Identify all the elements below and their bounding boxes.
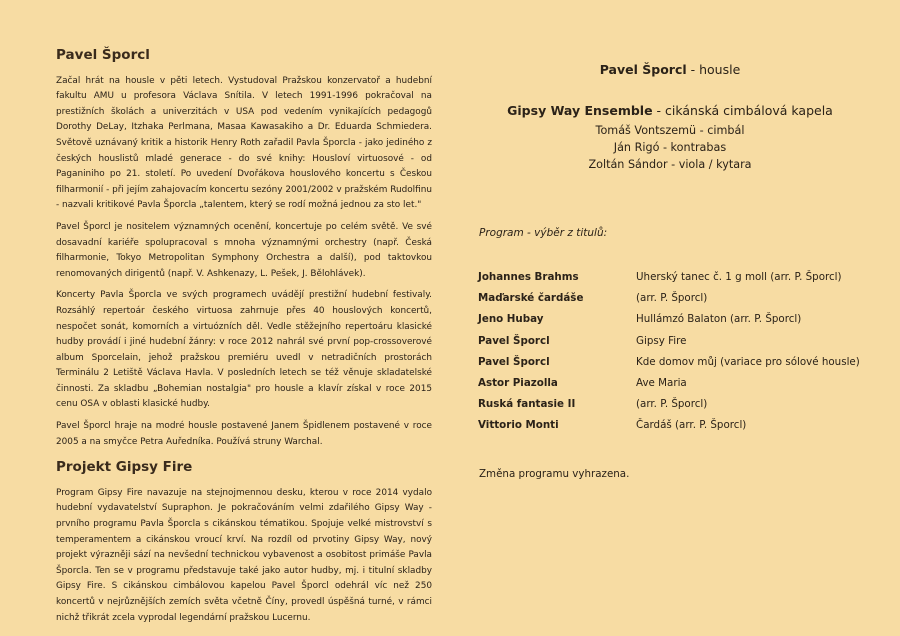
program-row [475, 313, 865, 334]
program-piece: (arr. P. Šporcl) [636, 292, 708, 305]
program-piece: Hullámzó Balaton (arr. P. Šporcl) [636, 313, 802, 326]
program-piece: Uherský tanec č. 1 g moll (arr. P. Šporcl) [636, 271, 842, 283]
program-piece: Čardáš (arr. P. Šporcl) [636, 419, 747, 432]
project-title: Projekt Gipsy Fire [56, 459, 193, 476]
bio-paragraph-1: Začal hrát na housle v pěti letech. Vystudoval Pražskou konzervatoř a hudební fakultu AMU u profesora Václava Snítila. V letech 1991-1996 pokračoval na prestižních školách a univerzitách v USA pod vedením vynikajících pedagogů Dorothy DeLay, Itzhaka Perlmana, Masaa Kawasakiho a Dr. Eduarda Schmiedera. Světově uznávaný kritik a historik Henry Roth zařadil Pavla Šporcla - jako jediného z českých houslistů mladé generace - do své knihy: Housloví virtuosové - od Paganiniho po 21. století. Po uvedení Dvořákova houslového koncertu s Českou filharmonií - při jejím zahajovacím koncertu sezóny 2001/2002 v pražském Rudolfinu - nazvali kritikové Pavla Šporcla „talentem, který se rodí možná jednou za sto let." [56, 75, 432, 211]
program-piece: Ave Maria [636, 376, 687, 389]
bio-paragraph-3: Koncerty Pavla Šporcla ve svých programech uvádějí prestižní hudební festivaly. Rozsáhlý repertoár českého virtuosa zahrnuje přes 40 houslových koncertů, nespočet sonát, komorních a virtuózních děl. Vedle stěžejního repertoáru klasické hudby provádí i jiné hudební žánry: v roce 2012 nahrál své první pop-crossoverové album Sporcelain, jehož pražskou premiéru uvedl v netradičních prostorách Terminálu 2 Letiště Václava Havla. V posledních letech se též věnuje skladatelské činnosti. Za skladbu „Bohemian nostalgia" pro housle a klavír získal v roce 2015 cenu OSA v oblasti klasické hudby. [56, 290, 432, 410]
performer-line [475, 62, 865, 77]
left-page [56, 48, 432, 632]
bio-paragraph-2: Pavel Šporcl je nositelem významných ocenění, koncertuje po celém světě. Ve své dosavadní kariéře spolupracoval s mnoha významnými orchestry (např. Česká filharmonie, Tokyo Metropolitan Symphony Orchestra a další), pod taktovkou renomovaných dirigentů (např. V. Ashkenazy, L. Pešek, J. Bělohlávek). [56, 221, 432, 279]
program-row [475, 292, 865, 313]
program-composer: Vittorio Monti [478, 419, 559, 432]
program-heading: Program - výběr z titulů: [479, 227, 608, 239]
program-row [475, 271, 865, 292]
ensemble-member: Tomáš Vontszemü - cimbál [595, 124, 745, 137]
program-piece: (arr. P. Šporcl) [636, 398, 708, 411]
program-row [475, 398, 865, 419]
program-composer: Astor Piazolla [478, 376, 558, 389]
performer-role: - housle [686, 62, 741, 77]
right-page [475, 62, 865, 480]
program-row [475, 356, 865, 377]
program-row [475, 419, 865, 440]
program-piece: Kde domov můj (variace pro sólové housle) [636, 355, 860, 368]
ensemble-line [475, 103, 865, 118]
performer-name: Pavel Šporcl [599, 62, 687, 77]
program-composer: Jeno Hubay [478, 313, 544, 326]
program-composer: Ruská fantasie II [478, 398, 576, 411]
program-composer: Pavel Šporcl [478, 334, 550, 347]
program-composer: Maďarské čardáše [478, 292, 584, 305]
program-note: Změna programu vyhrazena. [479, 467, 630, 480]
performers-block [475, 62, 865, 173]
ensemble-role: - cikánská cimbálová kapela [652, 103, 833, 118]
bio-paragraph-4: Pavel Šporcl hraje na modré housle postavené Janem Špidlenem postavené v roce 2005 a na smyčce Petra Auředníka. Používá struny Warchal. [56, 421, 432, 447]
program-table [475, 271, 865, 441]
program-row [475, 377, 865, 398]
bio-title: Pavel Šporcl [56, 47, 150, 63]
project-paragraph: Program Gipsy Fire navazuje na stejnojmennou desku, kterou v roce 2014 vydalo hudební vydavatelství Supraphon. Je pokračováním velmi zdařilého Gipsy Way - prvního programu Pavla Šporcla s cikánskou tématikou. Spojuje velké mistrovství s temperamentem a cikánskou vroucí krví. Na rozdíl od prvotiny Gipsy Way, nový projekt výrazněji sází na nevšední technickou vybavenost a osobitost primáše Pavla Šporcla. Ten se v programu představuje také jako autor hudby, mj. i titulní skladby Gipsy Fire. S cikánskou cimbálovou kapelou Pavel Šporcl odehrál víc než 250 koncertů v nejrůznějších zemích světa včetně Číny, provedl úspěšná turné, v rámci nichž třikrát zcela vyprodal legendární pražskou Lucernu. [56, 487, 432, 623]
program-composer: Pavel Šporcl [478, 355, 550, 368]
ensemble-member: Zoltán Sándor - viola / kytara [588, 158, 752, 171]
program-piece: Gipsy Fire [636, 334, 687, 347]
program-composer: Johannes Brahms [478, 271, 579, 283]
program-row [475, 335, 865, 356]
ensemble-name: Gipsy Way Ensemble [507, 103, 653, 118]
ensemble-member: Ján Rigó - kontrabas [613, 141, 727, 154]
